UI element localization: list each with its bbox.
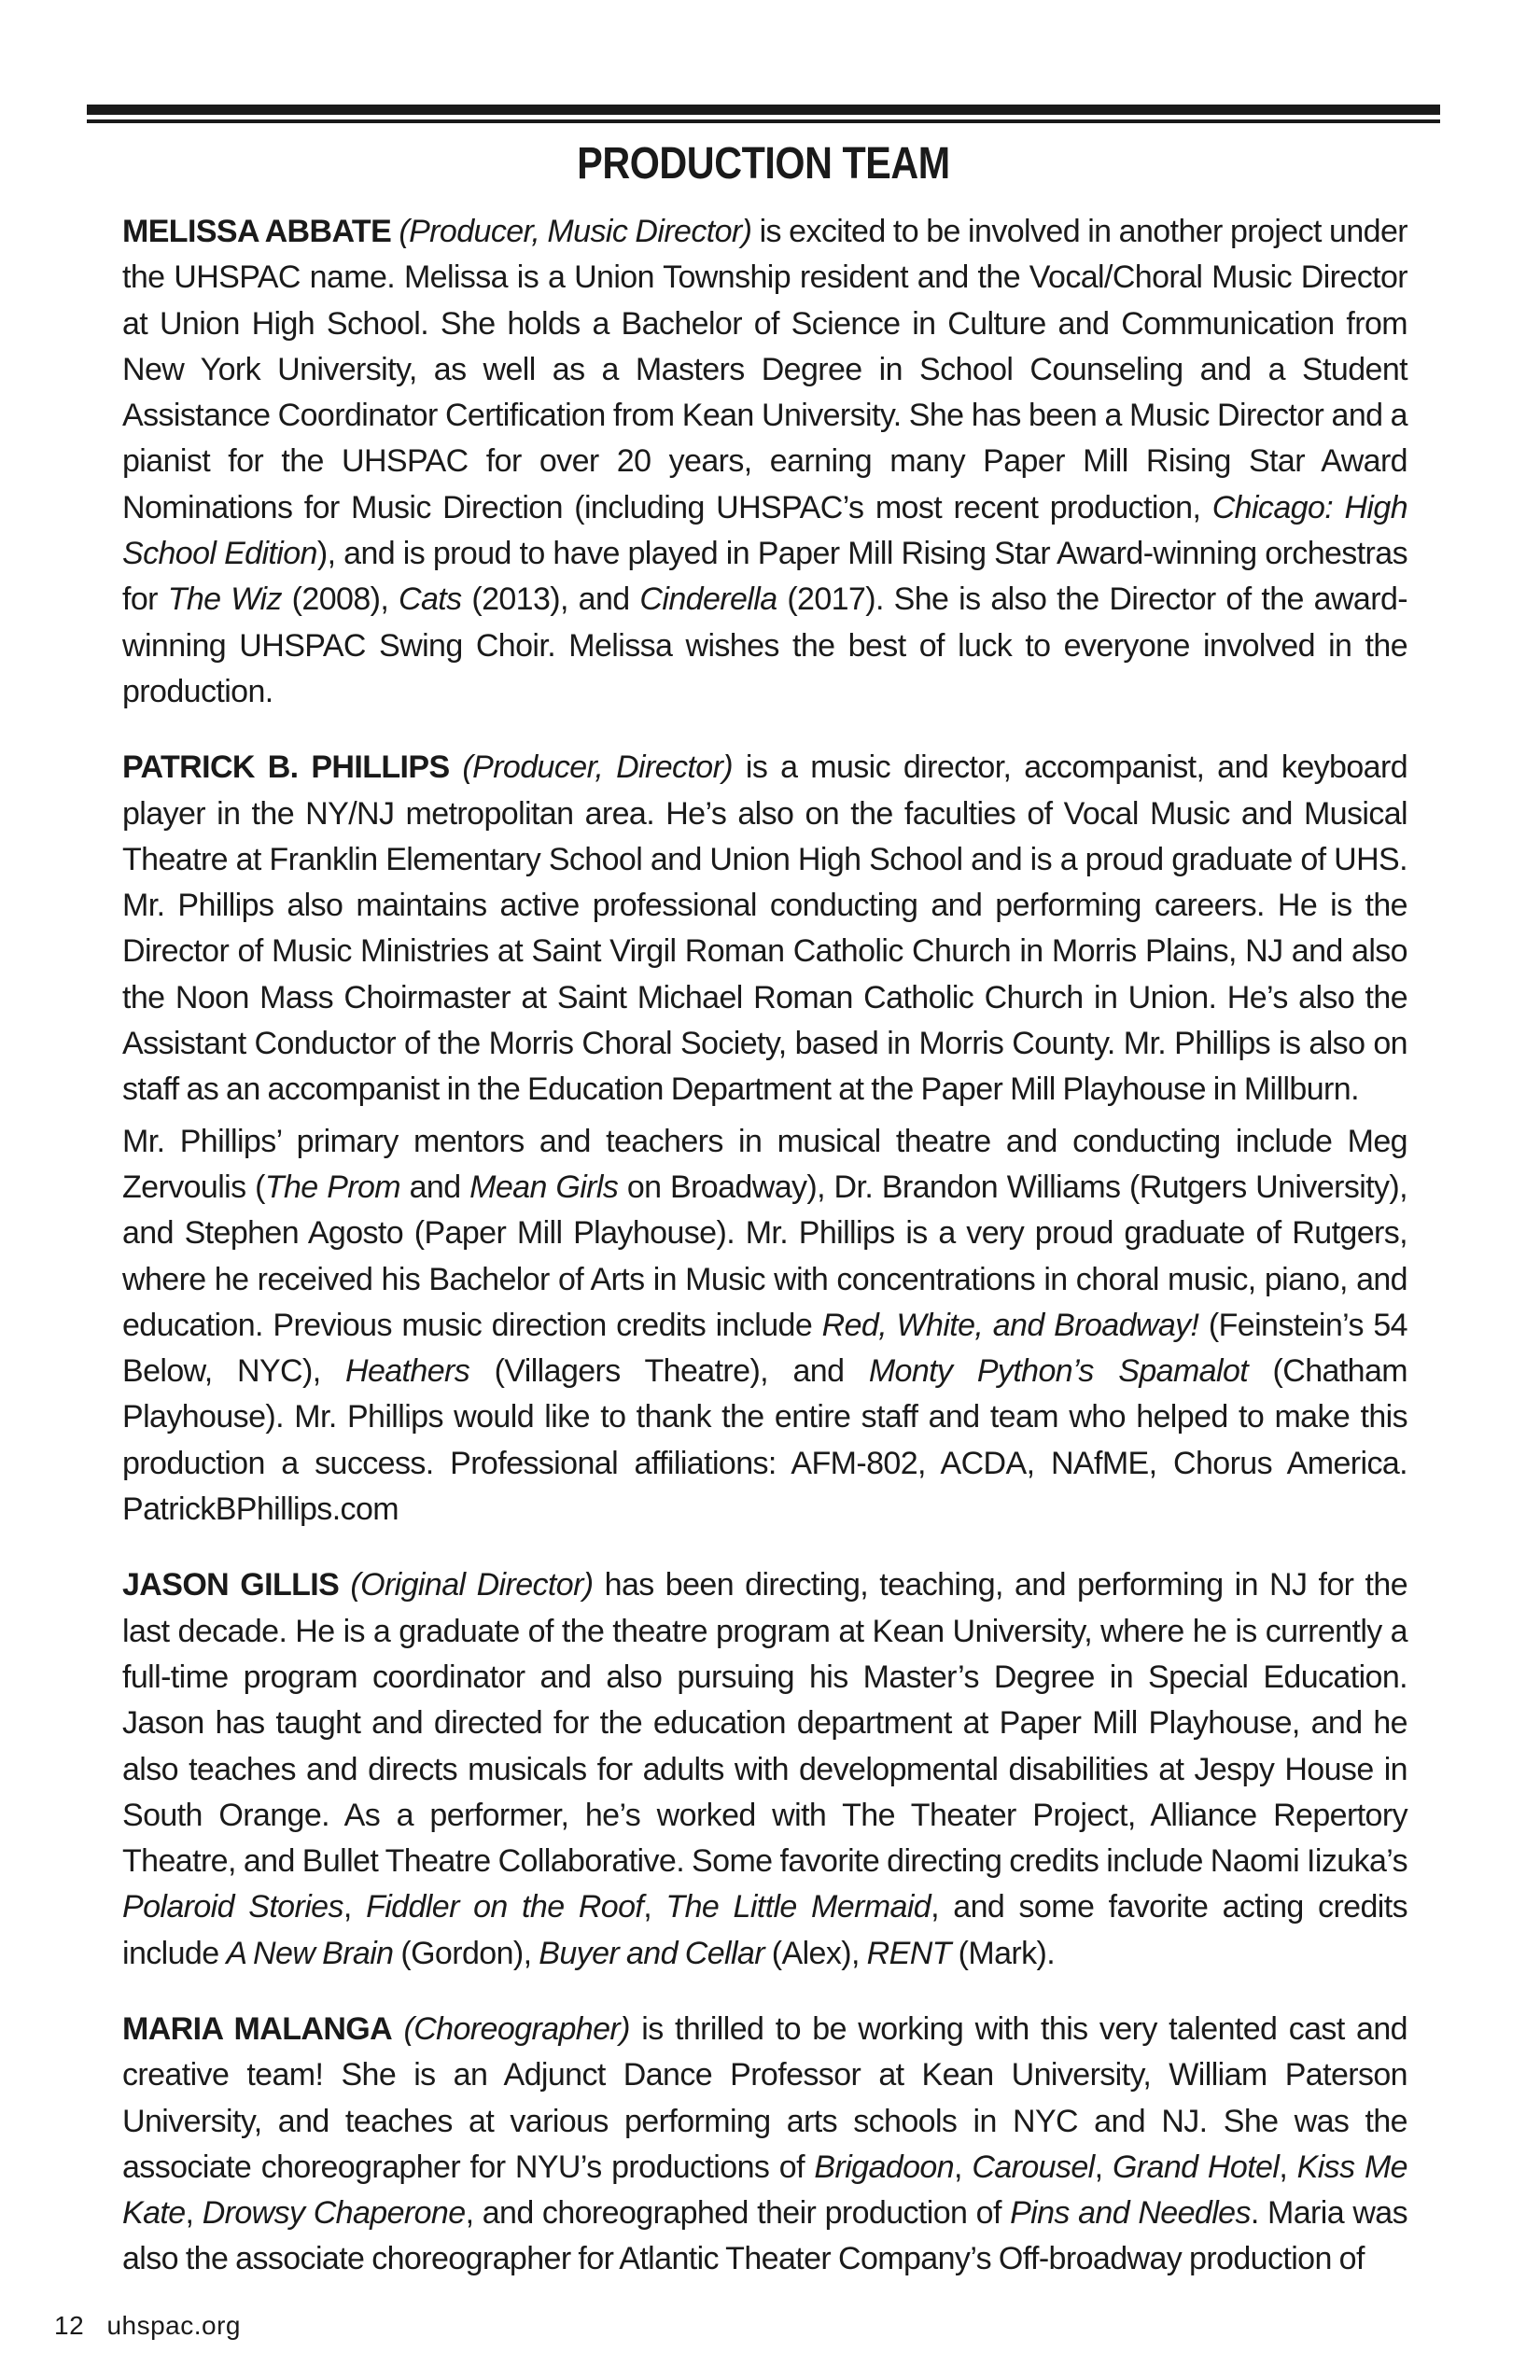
work-title: Buyer and Cellar xyxy=(539,1935,764,1971)
bio-text: Mr. Phillips’ primary mentors and teachers in musical theatre and conducting include Meg Zervoulis ( xyxy=(122,1123,1407,1205)
bio-text: has been directing, teaching, and performing in NJ for the last decade. He is a graduate of the theatre program at Kean University, where he is currently a full-time program coordinator and also pursuing his Master’s Degree in Special Education. Jason has taught and directed for the education department at Paper Mill Playhouse, and he also teaches and directs musicals for adults with developmental disabilities at Jespy House in South Orange. As a performer, he’s worked with The Theater Project, Alliance Repertory Theatre, and Bullet Theatre Collaborative. Some favorite directing credits include Naomi Iizuka’s xyxy=(122,1567,1408,1880)
work-title: Polaroid Stories xyxy=(122,1889,343,1925)
bio-text: is a music director, accompanist, and keyboard player in the NY/NJ metropolitan area. He’s also on the faculties of Vocal Music and Musical Theatre at Franklin Elementary School and Union High School and is a proud graduate of UHS. Mr. Phillips also maintains active professional conducting and performing careers. He is the Director of Music Ministries at Saint Virgil Roman Catholic Church in Morris Plains, NJ and also the Noon Mass Choirmaster at Saint Michael Roman Catholic Church in Union. He’s also the Assistant Conductor of the Morris Choral Society, based in Morris County. Mr. Phillips is also on staff as an accompanist in the Education Department at the Paper Mill Playhouse in Millburn. xyxy=(122,749,1408,1108)
bio-text: (Mark). xyxy=(950,1935,1056,1971)
work-title: The Little Mermaid xyxy=(665,1889,931,1925)
work-title: Fiddler on the Roof xyxy=(366,1889,644,1925)
page-footer xyxy=(54,2311,241,2341)
bio-name: JASON GILLIS xyxy=(122,1567,340,1603)
bio-role: (Original Director) xyxy=(350,1567,594,1603)
work-title: Brigadoon xyxy=(814,2149,955,2185)
bio-name: PATRICK B. PHILLIPS xyxy=(122,749,450,786)
bio-text: (2008), xyxy=(281,581,399,618)
bio-text: , xyxy=(643,1889,666,1925)
bio-text: is thrilled to be working with this very talented cast and creative team! She is an Adjunct Dance Professor at Kean University, William Paterson University, and teaches at various performing arts schools in NYC and NJ. She was the associate choreographer for NYU’s productions of xyxy=(122,2010,1407,2185)
bio-text: (2013), and xyxy=(461,581,640,618)
bio-paragraph xyxy=(122,1119,1407,1533)
work-title: Monty Python’s Spamalot xyxy=(868,1353,1249,1390)
bio-text: , xyxy=(1094,2149,1113,2185)
bio-text: , xyxy=(954,2149,973,2185)
bio-text: , xyxy=(343,1889,367,1925)
work-title: Kiss Me Kate xyxy=(122,2149,1407,2232)
header-rule-thick xyxy=(87,105,1440,115)
bio-name: MARIA MALANGA xyxy=(122,2010,393,2047)
work-title: RENT xyxy=(866,1935,951,1971)
bios-container xyxy=(122,209,1407,2283)
work-title: Chicago: High School Edition xyxy=(122,489,1407,572)
bio-role: (Producer, Director) xyxy=(462,749,734,786)
work-title: The Prom xyxy=(264,1169,401,1205)
page-title: PRODUCTION TEAM xyxy=(577,139,950,189)
bio-paragraph xyxy=(122,745,1407,1113)
bio-text: (2017). She is also the Director of the award-winning UHSPAC Swing Choir. Melissa wishes the best of luck to everyone involved in the production. xyxy=(122,581,1407,709)
bio-text: , xyxy=(1279,2149,1297,2185)
bio-text: . Maria was also the associate choreographer for Atlantic Theater Company’s Off-broadway production of xyxy=(122,2195,1407,2277)
bio-paragraph xyxy=(122,2007,1407,2283)
bio-role: (Choreographer) xyxy=(403,2010,630,2047)
page-number: 12 xyxy=(54,2311,85,2340)
work-title: Pins and Needles xyxy=(1010,2195,1251,2232)
bio-text: (Alex), xyxy=(763,1935,867,1971)
work-title: Grand Hotel xyxy=(1112,2149,1280,2185)
work-title: Cinderella xyxy=(639,581,777,618)
bio-text: on Broadway), Dr. Brandon Williams (Rutgers University), and Stephen Agosto (Paper Mill Playhouse). Mr. Phillips is a very proud graduate of Rutgers, where he received his Bachelor of Arts in Music with concentrations in choral music, piano, and education. Previous music direction credits include xyxy=(122,1169,1407,1343)
bio-text: and xyxy=(400,1169,470,1205)
work-title: A New Brain xyxy=(226,1935,394,1971)
bio-text: ), and is proud to have played in Paper Mill Rising Star Award-winning orchestras for xyxy=(122,536,1407,618)
website-link[interactable]: uhspac.org xyxy=(106,2311,241,2340)
bio-text: (Feinstein’s 54 Below, NYC), xyxy=(122,1307,1407,1390)
bio-paragraph xyxy=(122,209,1407,715)
bio-role: (Producer, Music Director) xyxy=(399,214,752,249)
bio-text: (Gordon), xyxy=(393,1935,539,1971)
work-title: Heathers xyxy=(344,1353,470,1390)
work-title: Mean Girls xyxy=(469,1169,619,1205)
header-rule-thin xyxy=(87,119,1440,123)
bio-text: (Chatham Playhouse). Mr. Phillips would like to thank the entire staff and team who helped to make this production a success. Professional affiliations: AFM-802, ACDA, NAfME, Chorus America. PatrickBPhillips.com xyxy=(122,1353,1408,1528)
work-title: Cats xyxy=(399,581,462,618)
work-title: Red, White, and Broadway! xyxy=(821,1307,1199,1343)
bio-text: , xyxy=(185,2195,203,2232)
bio-name: MELISSA ABBATE xyxy=(122,214,392,249)
work-title: Drowsy Chaperone xyxy=(202,2195,466,2232)
bio-text: is excited to be involved in another project under the UHSPAC name. Melissa is a Union Township resident and the Vocal/Choral Music Director at Union High School. She holds a Bachelor of Science in Culture and Communication from New York University, as well as a Masters Degree in School Counseling and a Student Assistance Coordinator Certification from Kean University. She has been a Music Director and a pianist for the UHSPAC for over 20 years, earning many Paper Mill Rising Star Award Nominations for Music Direction (including UHSPAC’s most recent production, xyxy=(122,214,1408,525)
work-title: The Wiz xyxy=(167,581,282,618)
bio-text: , and choreographed their production of xyxy=(465,2195,1011,2232)
bio-paragraph xyxy=(122,1562,1407,1977)
work-title: Carousel xyxy=(972,2149,1095,2185)
bio-text: (Villagers Theatre), and xyxy=(469,1353,869,1390)
bio-text: , and some favorite acting credits include xyxy=(122,1889,1407,1971)
